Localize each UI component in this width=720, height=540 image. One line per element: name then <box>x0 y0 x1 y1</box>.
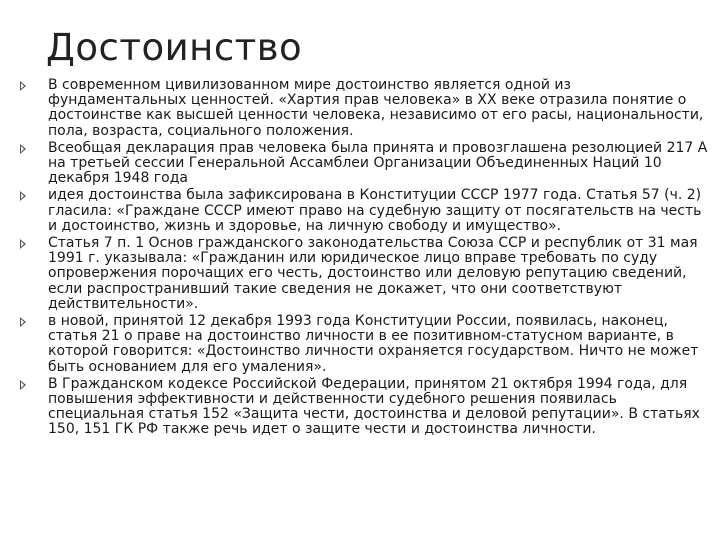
bullet-arrow-icon <box>20 380 26 390</box>
list-item <box>20 236 710 312</box>
bullet-arrow-icon <box>20 144 26 154</box>
bullet-arrow-icon <box>20 81 26 91</box>
list-item-text: Всеобщая декларация прав человека была принята и провозглашена резолюцией 217 A на третьей сессии Генеральной Ассамблеи Организации Объединенных Наций 10 декабря 1948 года <box>48 139 708 187</box>
content-list <box>20 78 710 440</box>
list-item <box>20 141 710 187</box>
list-item-text: В современном цивилизованном мире достоинство является одной из фундаментальных ценностей. «Хартия прав человека» в XX веке отразила понятие о достоинстве как высшей ценности человека, независимо от его расы, национальности, пола, возраста, социального положения. <box>48 77 704 139</box>
list-item-text: в новой, принятой 12 декабря 1993 года Конституции России, появилась, наконец, статья 21 о праве на достоинство личности в ее позитивном-статусном варианте, в которой говорится: «Достоинство личности охраняется государством. Ничто не может быть основанием для его умаления». <box>48 313 699 375</box>
list-item-text: идея достоинства была зафиксирована в Конституции СССР 1977 года. Статья 57 (ч. 2) гласила: «Граждане СССР имеют право на судебную защиту от посягательств на честь и достоинство, жизнь и здоровье, на личную свободу и имущество». <box>48 187 702 234</box>
list-item <box>20 314 710 375</box>
bullet-arrow-icon <box>20 239 26 249</box>
bullet-arrow-icon <box>20 317 26 327</box>
list-item <box>20 188 710 234</box>
bullet-arrow-icon <box>20 191 26 201</box>
list-item-text: Статья 7 п. 1 Основ гражданского законодательства Союза ССР и республик от 31 мая 1991 г. указывала: «Гражданин или юридическое лицо вправе требовать по суду опровержения порочащих его честь, достоинство или деловую репутацию сведений, если распространивший такие сведения не докажет, что они соответствуют действительности». <box>48 235 698 312</box>
slide-title: Достоинство <box>46 26 303 69</box>
list-item <box>20 78 710 139</box>
list-item-text: В Гражданском кодексе Российской Федерации, принятом 21 октября 1994 года, для повышения эффективности и действенности судебного решения появилась специальная статья 152 «Защита чести, достоинства и деловой репутации». В статьях 150, 151 ГК РФ также речь идет о защите чести и достоинства личности. <box>48 375 700 438</box>
list-item <box>20 377 710 438</box>
